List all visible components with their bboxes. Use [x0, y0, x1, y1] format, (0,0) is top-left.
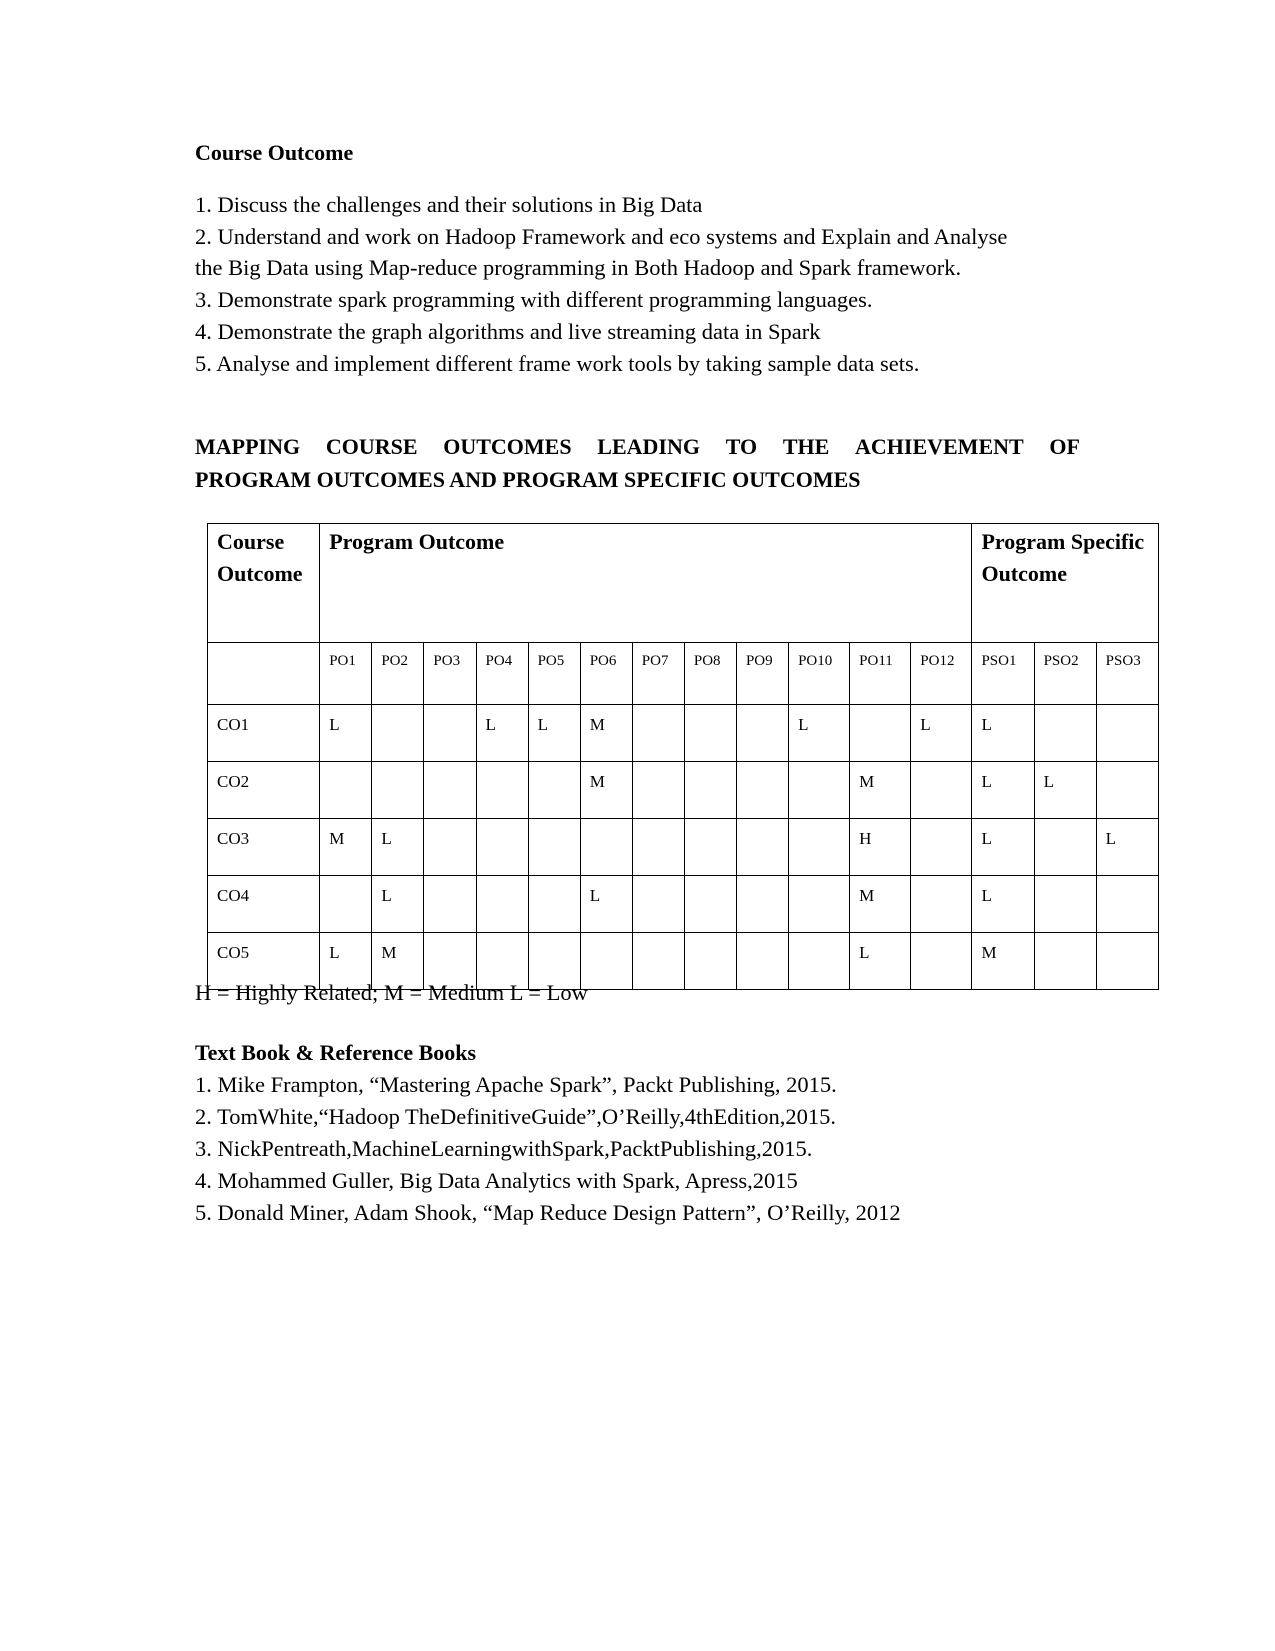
- mapping-cell: [1034, 876, 1096, 933]
- mapping-cell: L: [972, 705, 1034, 762]
- row-label: CO2: [208, 762, 320, 819]
- mapping-cell: M: [320, 819, 372, 876]
- book-line-5: 5. Donald Miner, Adam Shook, “Map Reduce Design Pattern”, O’Reilly, 2012: [195, 1200, 901, 1225]
- mapping-title-line-1: [195, 430, 1080, 463]
- mapping-title-word: COURSE: [325, 434, 418, 459]
- mapping-title-word: LEADING: [597, 434, 700, 459]
- mapping-cell: [632, 819, 684, 876]
- mapping-cell: M: [850, 762, 911, 819]
- mapping-title: [195, 430, 1080, 496]
- header-program-outcome: Program Outcome: [320, 524, 972, 643]
- mapping-cell: L: [1096, 819, 1158, 876]
- mapping-cell: [1096, 876, 1158, 933]
- mapping-title-word: TO: [725, 434, 758, 459]
- mapping-cell: [684, 876, 736, 933]
- book-line-2: 2. TomWhite,“Hadoop TheDefinitiveGuide”,O’Reilly,4thEdition,2015.: [195, 1104, 837, 1129]
- mapping-title-word: MAPPING: [195, 434, 301, 459]
- mapping-cell: [1096, 933, 1158, 990]
- mapping-table: [207, 523, 1159, 990]
- mapping-cell: L: [789, 705, 850, 762]
- mapping-title-word: OUTCOMES: [443, 434, 572, 459]
- course-outcome-line-5: 4. Demonstrate the graph algorithms and live streaming data in Spark: [195, 319, 821, 344]
- mapping-cell: M: [580, 705, 632, 762]
- mapping-cell: [632, 876, 684, 933]
- mapping-cell: [736, 762, 788, 819]
- mapping-cell: M: [972, 933, 1034, 990]
- mapping-cell: [1034, 705, 1096, 762]
- header-course-outcome: Course Outcome: [208, 524, 320, 643]
- course-outcome-line-6: 5. Analyse and implement different frame work tools by taking sample data sets.: [195, 351, 920, 376]
- mapping-cell: [684, 705, 736, 762]
- mapping-cell: L: [972, 762, 1034, 819]
- mapping-title-word: OF: [1049, 434, 1080, 459]
- mapping-cell: [684, 933, 736, 990]
- books-heading: Text Book & Reference Books: [195, 1040, 477, 1065]
- column-header-po8: PO8: [684, 643, 736, 705]
- mapping-cell: [684, 819, 736, 876]
- book-line-3: 3. NickPentreath,MachineLearningwithSpark,PacktPublishing,2015.: [195, 1136, 813, 1161]
- mapping-cell: L: [320, 705, 372, 762]
- book-line-4: 4. Mohammed Guller, Big Data Analytics with Spark, Apress,2015: [195, 1168, 798, 1193]
- mapping-cell: L: [476, 705, 528, 762]
- mapping-cell: [1096, 762, 1158, 819]
- column-header-po9: PO9: [736, 643, 788, 705]
- mapping-cell: [789, 876, 850, 933]
- legend: H = Highly Related; M = Medium L = Low: [195, 980, 588, 1005]
- column-header-po5: PO5: [528, 643, 580, 705]
- mapping-cell: [320, 876, 372, 933]
- column-header-po4: PO4: [476, 643, 528, 705]
- mapping-cell: [424, 705, 476, 762]
- mapping-cell: [424, 762, 476, 819]
- column-header-empty: [208, 643, 320, 705]
- table-header-row: [208, 524, 1159, 643]
- table-row: [208, 762, 1159, 819]
- course-outcome-line-2: 2. Understand and work on Hadoop Framework and eco systems and Explain and Analyse: [195, 224, 1008, 249]
- mapping-cell: [850, 705, 911, 762]
- mapping-cell: [911, 762, 972, 819]
- mapping-cell: [476, 819, 528, 876]
- column-header-po3: PO3: [424, 643, 476, 705]
- mapping-cell: L: [1034, 762, 1096, 819]
- column-header-pso2: PSO2: [1034, 643, 1096, 705]
- mapping-cell: [684, 762, 736, 819]
- column-header-pso3: PSO3: [1096, 643, 1158, 705]
- book-line-1: 1. Mike Frampton, “Mastering Apache Spark”, Packt Publishing, 2015.: [195, 1072, 837, 1097]
- row-label: CO5: [208, 933, 320, 990]
- mapping-cell: [1034, 933, 1096, 990]
- mapping-cell: [424, 876, 476, 933]
- mapping-cell: [736, 705, 788, 762]
- mapping-title-word: ACHIEVEMENT: [855, 434, 1024, 459]
- mapping-cell: [736, 876, 788, 933]
- mapping-cell: [320, 762, 372, 819]
- mapping-cell: [476, 876, 528, 933]
- mapping-cell: [424, 819, 476, 876]
- mapping-cell: [789, 762, 850, 819]
- mapping-cell: [911, 819, 972, 876]
- column-header-po6: PO6: [580, 643, 632, 705]
- mapping-cell: [736, 933, 788, 990]
- mapping-cell: [580, 819, 632, 876]
- course-outcome-line-4: 3. Demonstrate spark programming with different programming languages.: [195, 287, 873, 312]
- mapping-cell: [1034, 819, 1096, 876]
- row-label: CO1: [208, 705, 320, 762]
- row-label: CO3: [208, 819, 320, 876]
- mapping-cell: [911, 876, 972, 933]
- mapping-title-word: THE: [782, 434, 830, 459]
- mapping-cell: [789, 933, 850, 990]
- mapping-cell: [528, 876, 580, 933]
- mapping-cell: [528, 819, 580, 876]
- mapping-cell: L: [580, 876, 632, 933]
- mapping-cell: L: [372, 876, 424, 933]
- course-outcome-heading: Course Outcome: [195, 140, 354, 165]
- mapping-cell: [372, 762, 424, 819]
- mapping-cell: [789, 819, 850, 876]
- mapping-cell: H: [850, 819, 911, 876]
- mapping-cell: [580, 933, 632, 990]
- table-column-row: [208, 643, 1159, 705]
- column-header-po7: PO7: [632, 643, 684, 705]
- column-header-po1: PO1: [320, 643, 372, 705]
- mapping-cell: [372, 705, 424, 762]
- mapping-cell: L: [528, 705, 580, 762]
- mapping-cell: M: [372, 933, 424, 990]
- column-header-po12: PO12: [911, 643, 972, 705]
- course-outcome-line-1: 1. Discuss the challenges and their solutions in Big Data: [195, 192, 703, 217]
- mapping-cell: [1096, 705, 1158, 762]
- mapping-cell: L: [972, 876, 1034, 933]
- table-row: [208, 876, 1159, 933]
- mapping-title-line-2: PROGRAM OUTCOMES AND PROGRAM SPECIFIC OUTCOMES: [195, 467, 861, 492]
- mapping-cell: L: [320, 933, 372, 990]
- mapping-cell: [632, 762, 684, 819]
- table-row: [208, 819, 1159, 876]
- mapping-cell: [476, 762, 528, 819]
- mapping-cell: [528, 762, 580, 819]
- mapping-cell: L: [850, 933, 911, 990]
- column-header-po2: PO2: [372, 643, 424, 705]
- mapping-cell: M: [850, 876, 911, 933]
- mapping-cell: L: [972, 819, 1034, 876]
- mapping-cell: [911, 933, 972, 990]
- mapping-cell: [632, 705, 684, 762]
- mapping-cell: L: [911, 705, 972, 762]
- column-header-po11: PO11: [850, 643, 911, 705]
- course-outcome-line-3: the Big Data using Map-reduce programming in Both Hadoop and Spark framework.: [195, 255, 962, 280]
- column-header-po10: PO10: [789, 643, 850, 705]
- table-row: [208, 705, 1159, 762]
- row-label: CO4: [208, 876, 320, 933]
- mapping-cell: [632, 933, 684, 990]
- mapping-cell: M: [580, 762, 632, 819]
- column-header-pso1: PSO1: [972, 643, 1034, 705]
- mapping-cell: L: [372, 819, 424, 876]
- mapping-cell: [736, 819, 788, 876]
- header-program-specific-outcome: Program Specific Outcome: [972, 524, 1159, 643]
